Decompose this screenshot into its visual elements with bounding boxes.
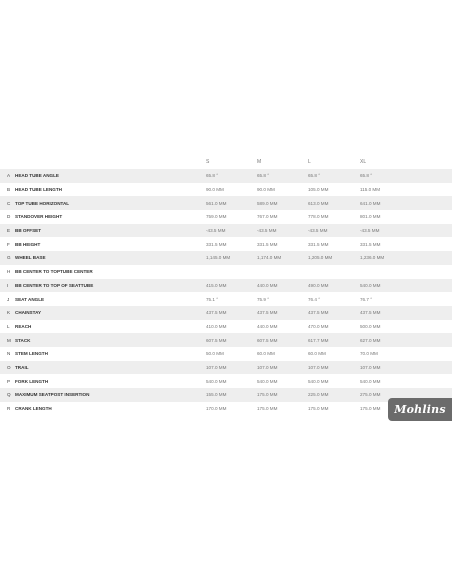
value-m: 90.0 MM [257,187,275,193]
value-m: 540.0 MM [257,378,278,384]
table-row [0,402,452,416]
value-s: 410.0 MM [206,323,227,329]
row-letter: I [7,282,9,288]
value-xl: 331.5 MM [360,241,381,247]
row-letter: E [7,228,11,234]
row-letter: N [7,351,11,357]
value-s: 437.5 MM [206,310,227,316]
table-row [0,388,452,402]
value-l: 490.0 MM [308,282,329,288]
row-label: BB OFFSET [15,228,42,234]
value-s: -43.5 MM [206,228,226,234]
table-row [0,320,452,334]
size-header-m: M [257,159,262,165]
row-letter: D [7,214,11,220]
value-l: 617.7 MM [308,337,329,343]
value-m: 440.0 MM [257,282,278,288]
value-m: 175.0 MM [257,406,278,412]
row-letter: J [7,296,10,302]
value-m: 437.5 MM [257,310,278,316]
row-letter: P [7,378,11,384]
value-xl: 801.0 MM [360,214,381,220]
value-xl: 115.0 MM [360,187,381,193]
value-xl: 65.8 ° [360,173,373,179]
table-row [0,292,452,306]
value-xl: 540.0 MM [360,378,381,384]
row-letter: K [7,310,11,316]
table-row [0,169,452,183]
row-letter: C [7,200,11,206]
value-m: 1,174.0 MM [257,255,282,261]
row-letter: Q [7,392,11,398]
value-m: 589.0 MM [257,200,278,206]
value-l: 437.5 MM [308,310,329,316]
value-l: 613.0 MM [308,200,329,206]
value-m: 60.0 MM [257,351,275,357]
table-row [0,306,452,320]
value-xl: 627.0 MM [360,337,381,343]
value-xl [360,265,452,279]
size-header-row [0,155,452,169]
row-label: REACH [15,323,32,329]
value-m: 767.0 MM [257,214,278,220]
table-row [0,347,452,361]
value-l: -43.5 MM [308,228,328,234]
value-xl: 107.0 MM [360,364,381,370]
value-xl: 70.0 MM [360,351,378,357]
value-m: -43.5 MM [257,228,277,234]
row-letter: G [7,255,11,261]
row-label: BB CENTER TO TOP OF SEATTUBE [15,282,94,288]
row-letter: L [7,323,10,329]
row-letter: F [7,241,10,247]
table-row [0,333,452,347]
row-label: TRAIL [15,364,29,370]
value-xl: 540.0 MM [360,282,381,288]
value-l [308,265,360,279]
value-xl: 76.7 ° [360,296,373,302]
row-label: BB CENTER TO TOPTUBE CENTER [15,269,93,275]
value-m: 607.5 MM [257,337,278,343]
value-xl: 641.0 MM [360,200,381,206]
value-l: 778.0 MM [308,214,329,220]
value-s: 561.0 MM [206,200,227,206]
brand-logo [388,398,452,421]
table-row [0,361,452,375]
value-m: 65.8 ° [257,173,270,179]
value-m: 331.5 MM [257,241,278,247]
row-label: STACK [15,337,31,343]
row-letter: O [7,364,11,370]
value-l: 331.5 MM [308,241,329,247]
value-l: 60.0 MM [308,351,326,357]
value-s [206,265,257,279]
value-l: 225.0 MM [308,392,329,398]
table-row [0,374,452,388]
value-l: 470.0 MM [308,323,329,329]
table-row [0,196,452,210]
table-row [0,265,452,279]
value-s: 607.5 MM [206,337,227,343]
row-label: CHAINSTAY [15,310,42,316]
value-l: 1,205.0 MM [308,255,333,261]
row-label: HEAD TUBE LENGTH [15,187,62,193]
value-s: 65.8 ° [206,173,219,179]
row-letter: A [7,173,11,179]
value-s: 90.0 MM [206,187,224,193]
row-letter: H [7,269,11,275]
table-row [0,279,452,293]
table-row [0,224,452,238]
value-s: 540.0 MM [206,378,227,384]
value-m: 440.0 MM [257,323,278,329]
value-m [257,265,308,279]
value-s: 1,145.0 MM [206,255,231,261]
row-label: STEM LENGTH [15,351,48,357]
row-label: STANDOVER HEIGHT [15,214,63,220]
row-label: WHEEL BASE [15,255,46,261]
table-row [0,183,452,197]
value-l: 65.8 ° [308,173,321,179]
size-header-l: L [308,159,311,165]
value-xl: -43.5 MM [360,228,380,234]
value-m: 75.9 ° [257,296,270,302]
value-s: 155.0 MM [206,392,227,398]
row-label: HEAD TUBE ANGLE [15,173,59,179]
value-l: 76.4 ° [308,296,321,302]
value-s: 107.0 MM [206,364,227,370]
table-row [0,210,452,224]
row-label: BB HEIGHT [15,241,41,247]
row-label: SEAT ANGLE [15,296,45,302]
logo-text: Mohlins [394,403,446,416]
row-letter: M [7,337,11,343]
value-m: 107.0 MM [257,364,278,370]
value-xl: 500.0 MM [360,323,381,329]
table-row [0,237,452,251]
value-xl: 275.0 MM [360,392,381,398]
row-label: CRANK LENGTH [15,406,52,412]
table-row [0,251,452,265]
size-header-s: S [206,159,210,165]
value-m: 175.0 MM [257,392,278,398]
size-header-xl: XL [360,159,367,165]
row-letter: B [7,187,11,193]
row-label: MAXIMUM SEATPOST INSERTION [15,392,90,398]
value-s: 50.0 MM [206,351,224,357]
value-xl: 437.5 MM [360,310,381,316]
row-label: FORK LENGTH [15,378,49,384]
value-s: 75.1 ° [206,296,219,302]
value-xl: 175.0 MM [360,406,381,412]
value-l: 540.0 MM [308,378,329,384]
value-s: 415.0 MM [206,282,227,288]
geometry-table [0,155,452,415]
row-label: TOP TUBE HORIZONTAL [15,200,70,206]
value-s: 170.0 MM [206,406,227,412]
value-xl: 1,236.0 MM [360,255,385,261]
value-s: 759.0 MM [206,214,227,220]
value-l: 175.0 MM [308,406,329,412]
value-s: 331.5 MM [206,241,227,247]
value-l: 105.0 MM [308,187,329,193]
row-letter: R [7,406,11,412]
value-l: 107.0 MM [308,364,329,370]
